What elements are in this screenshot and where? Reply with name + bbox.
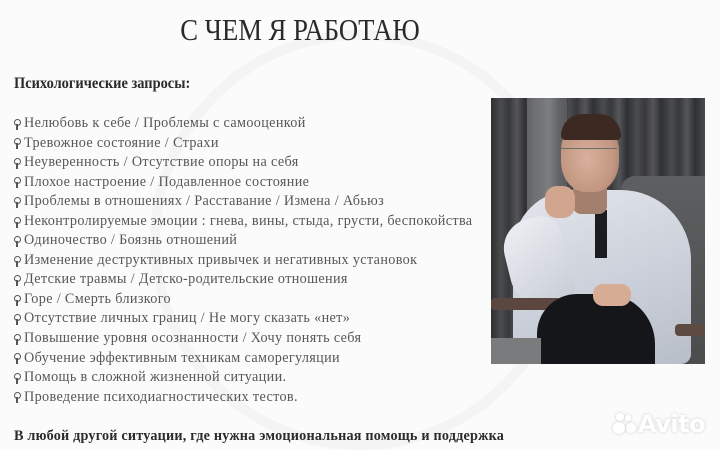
pin-icon: [14, 274, 20, 286]
requests-list: [14, 114, 472, 407]
list-item: [14, 134, 472, 154]
page-title: С ЧЕМ Я РАБОТАЮ: [180, 12, 420, 47]
pin-icon: [14, 333, 20, 345]
list-item: [14, 388, 472, 408]
list-item-text: Отсутствие личных границ / Не могу сказать «нет»: [24, 310, 351, 327]
list-item-text: Проблемы в отношениях / Расставание / Измена / Абьюз: [24, 193, 385, 210]
pin-icon: [14, 255, 20, 267]
photo-hand-chin: [545, 186, 575, 218]
photo-hair: [561, 114, 621, 140]
list-item: [14, 173, 472, 193]
list-item-text: Одиночество / Боязнь отношений: [24, 232, 238, 249]
avito-dots-icon: [613, 413, 635, 435]
pin-icon: [14, 352, 20, 364]
photo-hand-knee: [593, 284, 631, 306]
pin-icon: [14, 391, 20, 403]
pin-icon: [14, 137, 20, 149]
pin-icon: [14, 294, 20, 306]
photo-glasses: [561, 148, 617, 160]
pin-icon: [14, 235, 20, 247]
list-item: [14, 114, 472, 134]
pin-icon: [14, 313, 20, 325]
list-item-text: Детские травмы / Детско-родительские отношения: [24, 271, 348, 288]
list-item: [14, 349, 472, 369]
list-item: [14, 290, 472, 310]
list-item-text: Изменение деструктивных привычек и негативных установок: [24, 251, 418, 268]
list-item-text: Неконтролируемые эмоции : гнева, вины, стыда, грусти, беспокойства: [24, 212, 473, 229]
list-item-text: Горе / Смерть близкого: [24, 290, 172, 307]
list-item: [14, 212, 472, 232]
avito-wordmark: Avito: [638, 410, 706, 438]
list-item-text: Неуверенность / Отсутствие опоры на себя: [24, 154, 299, 171]
list-item: [14, 270, 472, 290]
photo-shirt: [595, 210, 607, 258]
list-item: [14, 231, 472, 251]
list-item: [14, 329, 472, 349]
pin-icon: [14, 118, 20, 130]
photo-armrest-right: [675, 324, 705, 336]
list-item: [14, 368, 472, 388]
footer-note: В любой другой ситуации, где нужна эмоциональная помощь и поддержка: [14, 428, 505, 444]
list-item: [14, 251, 472, 271]
avito-watermark: [613, 410, 705, 438]
list-item-text: Плохое настроение / Подавленное состояние: [24, 173, 310, 190]
pin-icon: [14, 216, 20, 228]
list-item: [14, 153, 472, 173]
pin-icon: [14, 176, 20, 188]
section-heading: Психологические запросы:: [14, 75, 191, 92]
pin-icon: [14, 372, 20, 384]
photo-floor: [491, 338, 541, 364]
pin-icon: [14, 157, 20, 169]
list-item: [14, 192, 472, 212]
list-item-text: Обучение эффективным техникам саморегуляции: [24, 349, 340, 366]
list-item-text: Повышение уровня осознанности / Хочу понять себя: [24, 330, 362, 347]
list-item-text: Проведение психодиагностических тестов.: [24, 388, 298, 405]
list-item-text: Нелюбовь к себе / Проблемы с самооценкой: [24, 115, 306, 131]
list-item-text: Тревожное состояние / Страхи: [24, 134, 219, 151]
list-item-text: Помощь в сложной жизненной ситуации.: [24, 369, 287, 386]
list-item: [14, 309, 472, 329]
portrait-photo: [491, 98, 705, 364]
pin-icon: [14, 196, 20, 208]
